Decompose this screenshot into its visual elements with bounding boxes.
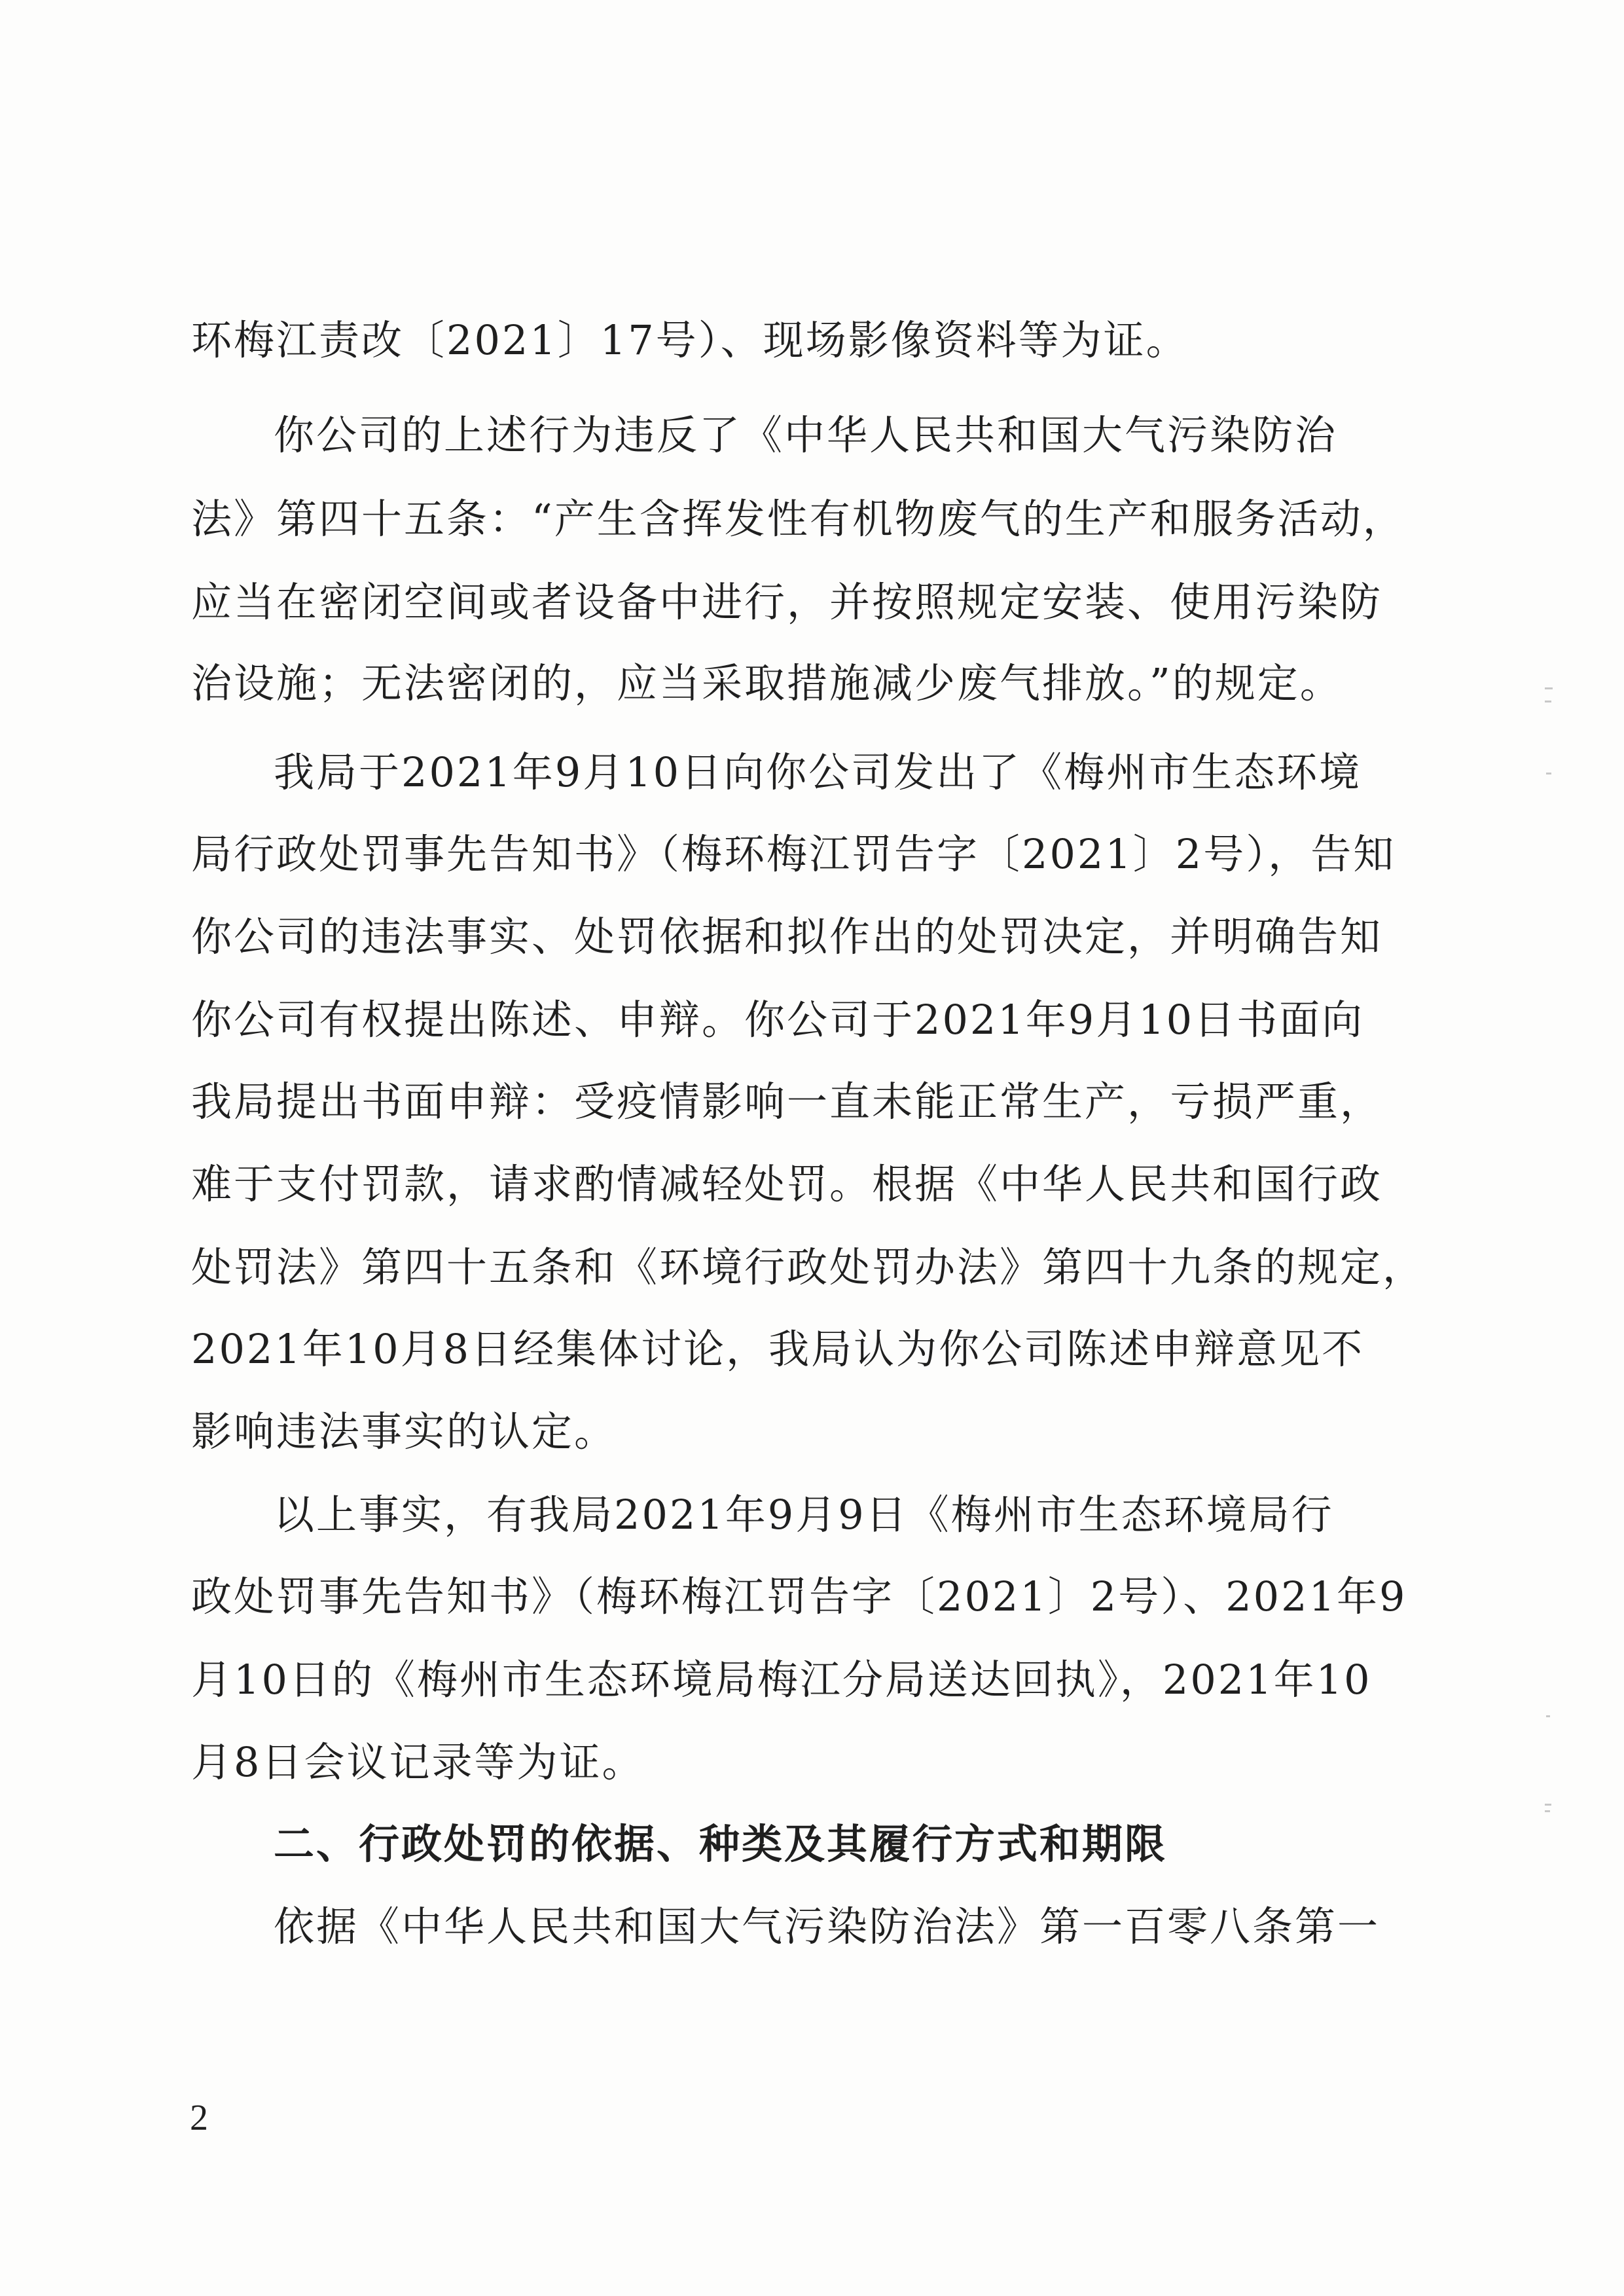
text-line-7: 局行政处罚事先告知书》（梅环梅江罚告字〔2021〕2号），告知 bbox=[191, 830, 1396, 878]
text-line-12: 处罚法》第四十五条和《环境行政处罚办法》第四十九条的规定， bbox=[191, 1243, 1426, 1291]
text-line-20: 依据《中华人民共和国大气污染防治法》第一百零八条第一 bbox=[274, 1903, 1380, 1950]
page-number: 2 bbox=[190, 2098, 208, 2138]
text-line-13: 2021年10月8日经集体讨论，我局认为你公司陈述申辩意见不 bbox=[191, 1325, 1365, 1373]
text-line-11: 难于支付罚款，请求酌情减轻处罚。根据《中华人民共和国行政 bbox=[191, 1160, 1383, 1208]
section-heading: 二、行政处罚的依据、种类及其履行方式和期限 bbox=[274, 1820, 1168, 1868]
text-line-18: 月8日会议记录等为证。 bbox=[191, 1738, 645, 1786]
scan-speck bbox=[1545, 1810, 1550, 1812]
text-line-9: 你公司有权提出陈述、申辩。你公司于2021年9月10日书面向 bbox=[191, 996, 1365, 1044]
scan-speck bbox=[1546, 1715, 1550, 1717]
text-line-4: 应当在密闭空间或者设备中进行，并按照规定安装、使用污染防 bbox=[191, 578, 1383, 626]
text-line-8: 你公司的违法事实、处罚依据和拟作出的处罚决定，并明确告知 bbox=[191, 913, 1383, 960]
text-line-15: 以上事实，有我局2021年9月9日《梅州市生态环境局行 bbox=[274, 1491, 1334, 1539]
scan-speck bbox=[1545, 701, 1551, 702]
text-line-14: 影响违法事实的认定。 bbox=[191, 1408, 617, 1455]
scan-speck bbox=[1546, 773, 1551, 774]
text-line-5: 治设施；无法密闭的，应当采取措施减少废气排放。”的规定。 bbox=[191, 659, 1343, 707]
scan-speck bbox=[1545, 1804, 1551, 1806]
text-line-17: 月10日的《梅州市生态环境局梅江分局送达回执》，2021年10 bbox=[191, 1656, 1372, 1704]
text-line-6: 我局于2021年9月10日向你公司发出了《梅州市生态环境 bbox=[274, 748, 1362, 796]
text-line-1: 环梅江责改〔2021〕17号）、现场影像资料等为证。 bbox=[191, 316, 1189, 364]
scan-speck bbox=[1545, 687, 1553, 689]
text-line-2: 你公司的上述行为违反了《中华人民共和国大气污染防治 bbox=[274, 411, 1338, 459]
text-line-10: 我局提出书面申辩：受疫情影响一直未能正常生产，亏损严重， bbox=[191, 1078, 1383, 1125]
text-line-16: 政处罚事先告知书》（梅环梅江罚告字〔2021〕2号）、2021年9 bbox=[191, 1573, 1407, 1620]
text-line-3: 法》第四十五条：“产生含挥发性有机物废气的生产和服务活动， bbox=[191, 495, 1405, 543]
